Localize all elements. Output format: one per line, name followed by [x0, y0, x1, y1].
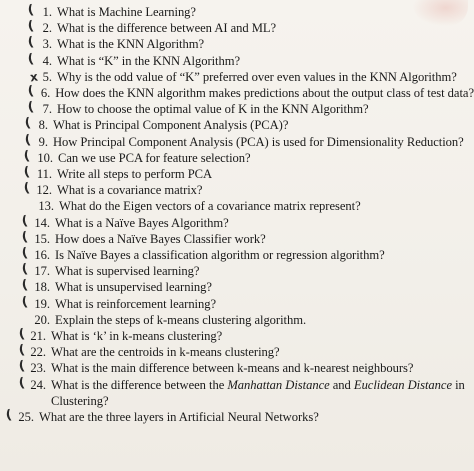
- question-text: Why is the odd value of “K” preferred over even values in the KNN Algorithm?: [57, 69, 457, 84]
- question-number: 24.: [30, 377, 46, 392]
- question-number: 21.: [30, 329, 46, 344]
- handwritten-tick-mark: (: [22, 164, 31, 181]
- question-text-continuation: Clustering?: [51, 393, 109, 408]
- handwritten-tick-mark: (: [17, 342, 26, 359]
- question-text: What do the Eigen vectors of a covariance matrix represent?: [59, 199, 361, 214]
- question-number: 6.: [40, 86, 51, 101]
- question-number: 5.: [42, 69, 52, 84]
- question-number: 18.: [34, 280, 50, 295]
- handwritten-tick-mark: (: [4, 407, 13, 424]
- question-text: What is the main difference between k-means and k-nearest neighbours?: [51, 361, 414, 376]
- question-number: 20.: [34, 312, 50, 327]
- question-text: What are the three layers in Artificial Neural Networks?: [39, 410, 319, 425]
- question-number: 11.: [36, 167, 52, 182]
- handwritten-tick-mark: (: [20, 261, 29, 278]
- handwritten-tick-mark: (: [23, 132, 32, 148]
- question-number: 25.: [18, 410, 34, 425]
- question-text-emphasis: Euclidean Distance: [353, 377, 452, 392]
- handwritten-tick-mark: (: [23, 116, 32, 132]
- question-number: 10.: [37, 150, 53, 165]
- question-number: 13.: [38, 199, 54, 214]
- list-item: [0, 134, 474, 150]
- handwritten-tick-mark: (: [22, 180, 31, 197]
- question-number: 9.: [38, 134, 48, 149]
- question-number: 12.: [36, 183, 52, 198]
- question-number: 8.: [38, 118, 48, 133]
- question-number: 19.: [34, 296, 50, 311]
- list-item: [0, 377, 474, 409]
- handwritten-tick-mark: (: [20, 245, 29, 262]
- question-text: How Principal Component Analysis (PCA) is used for Dimensionality Reduction?: [53, 134, 464, 149]
- question-text-emphasis: Manhattan Distance: [227, 377, 330, 392]
- question-text-part: in: [455, 377, 465, 392]
- handwritten-tick-mark: (: [20, 213, 29, 229]
- question-text: What is Machine Learning?: [57, 5, 196, 19]
- question-number: 1.: [42, 5, 52, 19]
- question-number: 3.: [42, 37, 52, 52]
- list-item: [0, 182, 474, 198]
- question-number: 4.: [42, 53, 52, 68]
- question-text: Explain the steps of k-means clustering algorithm.: [55, 312, 307, 327]
- question-text: How does a Naïve Bayes Classifier work?: [55, 231, 266, 246]
- question-text: What is a Naïve Bayes Algorithm?: [55, 215, 229, 230]
- question-text: What is the difference between AI and ML?: [57, 21, 277, 36]
- question-list: [0, 4, 474, 425]
- list-item: [0, 263, 474, 279]
- question-text: What is reinforcement learning?: [55, 296, 217, 311]
- handwritten-tick-mark: (: [17, 375, 26, 392]
- list-item: [0, 409, 474, 425]
- handwritten-tick-mark: (: [20, 278, 29, 294]
- question-number: 17.: [34, 264, 50, 279]
- list-item: [0, 312, 474, 328]
- question-number: 22.: [30, 345, 46, 360]
- list-item: [0, 231, 474, 247]
- question-number: 16.: [34, 248, 50, 263]
- handwritten-tick-mark: (: [17, 326, 26, 343]
- question-text: What are the centroids in k-means clustering?: [51, 345, 280, 360]
- question-number: 14.: [34, 215, 50, 230]
- handwritten-tick-mark: (: [26, 51, 35, 67]
- handwritten-tick-mark: (: [17, 359, 26, 375]
- question-text: How does the KNN algorithm makes predictions about the output class of test data?: [55, 86, 474, 101]
- handwritten-tick-mark: (: [26, 99, 35, 116]
- handwritten-tick-mark: (: [26, 83, 35, 100]
- list-item: [0, 166, 474, 182]
- question-text: What is ‘k’ in k-means clustering?: [51, 329, 223, 344]
- question-text-part: and: [332, 377, 351, 392]
- handwritten-tick-mark: (: [26, 18, 35, 35]
- question-text: What is unsupervised learning?: [55, 280, 212, 295]
- list-item: [0, 69, 474, 85]
- list-item: [0, 215, 474, 231]
- question-text: Write all steps to perform PCA: [57, 167, 213, 182]
- question-text: What is supervised learning?: [55, 264, 200, 279]
- list-item: [0, 360, 474, 376]
- list-item: [0, 247, 474, 263]
- list-item: [0, 20, 474, 36]
- question-text: How to choose the optimal value of K in the KNN Algorithm?: [57, 102, 369, 117]
- question-text: Is Naïve Bayes a classification algorithm or regression algorithm?: [55, 248, 385, 263]
- list-item: [0, 101, 474, 117]
- question-text: What is the KNN Algorithm?: [57, 37, 205, 52]
- list-item: [0, 344, 474, 360]
- question-text: What is “K” in the KNN Algorithm?: [57, 53, 241, 68]
- question-text-part: What is the difference between the: [51, 377, 225, 392]
- handwritten-tick-mark: (: [22, 148, 31, 165]
- question-text: [51, 377, 471, 409]
- list-item: [0, 279, 474, 295]
- question-text: What is Principal Component Analysis (PCA)?: [53, 118, 289, 133]
- list-item: [0, 198, 474, 214]
- list-item: [0, 296, 474, 312]
- list-item: [0, 36, 474, 52]
- handwritten-tick-mark: (: [20, 229, 29, 246]
- handwritten-tick-mark: (: [26, 2, 35, 19]
- list-item: [0, 150, 474, 166]
- question-text: Can we use PCA for feature selection?: [58, 150, 251, 165]
- list-item: [0, 328, 474, 344]
- question-number: 23.: [30, 361, 46, 376]
- handwritten-tick-mark: (: [20, 294, 29, 311]
- list-item: [0, 117, 474, 133]
- question-number: 2.: [42, 21, 52, 36]
- question-number: 7.: [42, 102, 52, 117]
- list-item: [0, 85, 474, 101]
- list-item: [0, 53, 474, 69]
- handwritten-cross-mark: x: [29, 69, 39, 85]
- handwritten-tick-mark: (: [26, 35, 35, 51]
- question-number: 15.: [34, 231, 50, 246]
- list-item: [0, 4, 474, 20]
- question-text: What is a covariance matrix?: [57, 183, 203, 198]
